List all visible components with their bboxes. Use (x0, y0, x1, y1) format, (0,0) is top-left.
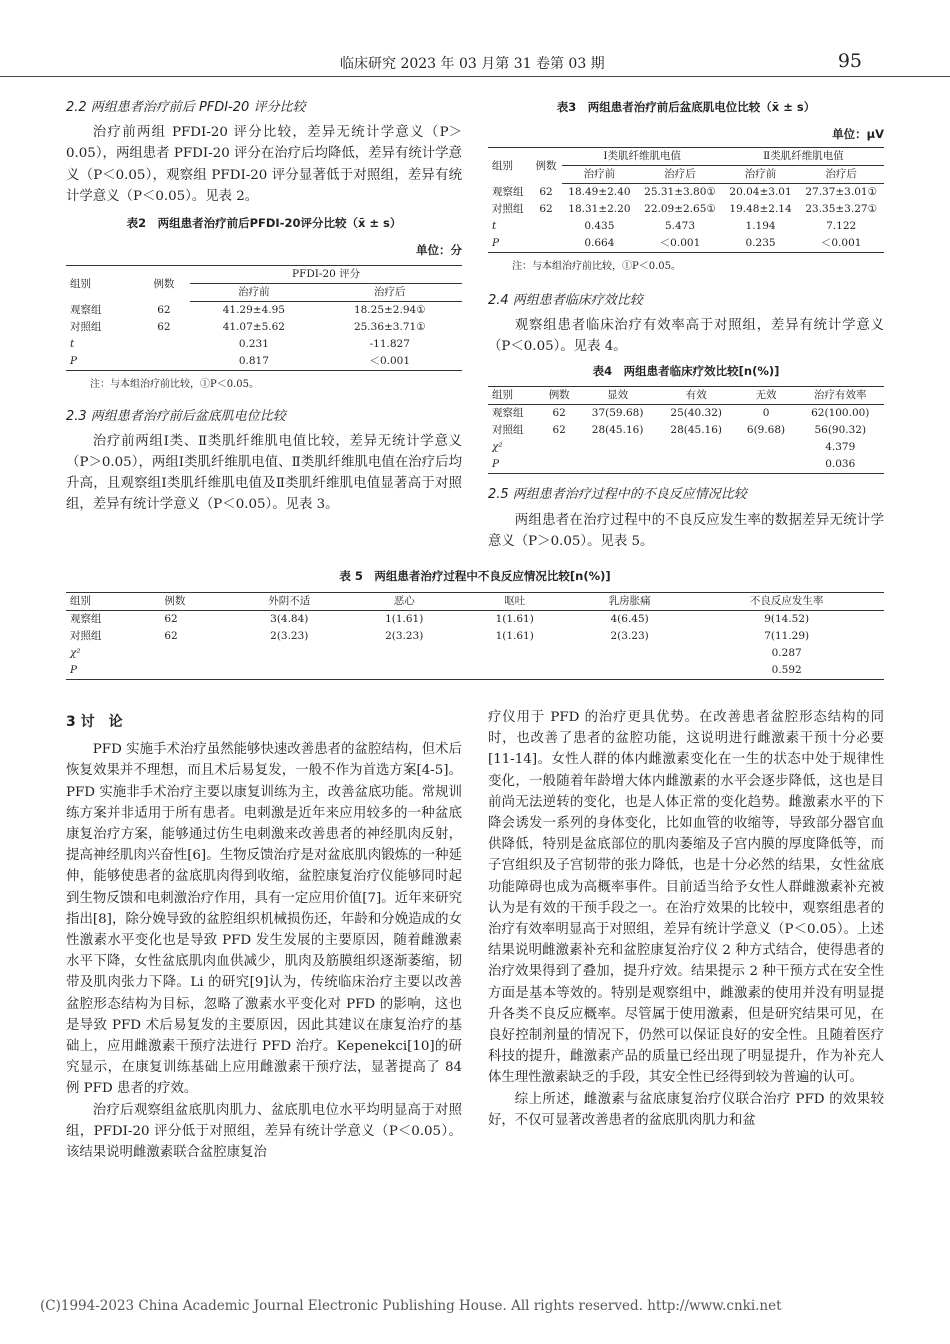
table-cell: 23.35±3.27① (805, 203, 877, 216)
table-cell (736, 439, 797, 456)
table-row (488, 456, 884, 474)
table2-unit: 单位：分 (416, 243, 462, 258)
t2-h-span: PFDI-20 评分 (190, 266, 462, 284)
table-cell: 19.48±2.14 (729, 203, 792, 216)
discussion-para-2: 治疗后观察组盆底肌肉肌力、盆底肌电位水平均明显高于对照组，PFDI-20 评分低于对照组，差异有统计学意义（P＜0.05）。该结果说明雌激素联合盆腔康复治 (66, 1102, 462, 1161)
table-cell: 20.04±3.01 (729, 186, 792, 199)
table-cell: 27.37±3.01① (805, 186, 877, 199)
discussion-para-1: PFD 实施手术治疗虽然能够快速改善患者的盆腔结构，但术后恢复效果并不理想，而且术后易复发，一般不作为首选方案[4-5]。PFD 实施非手术治疗主要以康复训练为主，改善盆底功能。常规训练方案并非适用于所有患者。电刺激是近年来应用较多的一种盆底康复治疗方案，能够通过仿生电刺激来改善患者的神经肌肉反射，提高神经肌肉兴奋性[6]。生物反馈治疗是对盆底肌肉锻炼的一种延伸，能够使患者的盆底肌肉得到收缩，盆腔康复治疗仪能够同时起到生物反馈和电刺激治疗作用，具有一定应用价值[7]。近年来研究指出[8]，除分娩导致的盆腔组织机械损伤还，年龄和分娩造成的女性激素水平变化也是导致 PFD 发生发展的主要原因，随着雌激素水平下降，女性盆底肌肉血供减少，肌肉及筋膜组织逐渐萎缩，韧带及肌肉张力下降。Li 的研究[9]认为，传统临床治疗主要以改善盆腔形态结构为目标，忽略了激素水平变化对 PFD 的影响，这也是导致 PFD 术后易复发的主要原因，因此其建议在康复治疗的基础上，应用雌激素干预疗法进行 PFD 治疗。Kepenekci[10]的研究显示，在康复训练基础上应用雌激素干预疗法，显著提高了 84 例 PFD 患者的疗效。 (66, 742, 462, 1097)
table-cell: Ⅱ类肌纤维肌电值 (723, 148, 884, 166)
table-cell (530, 235, 561, 253)
table-cell: 4.379 (825, 441, 856, 454)
table-cell (657, 456, 736, 474)
table2-caption: 表2 两组患者治疗前后PFDI-20评分比较（x̄ ± s） (126, 216, 402, 231)
table-cell (530, 218, 561, 235)
table-cell: 无效 (736, 387, 797, 405)
table-row (488, 439, 884, 456)
table-cell: 1(1.61) (385, 613, 424, 625)
table-cell (459, 645, 569, 662)
table-cell: 不良反应发生率 (689, 593, 884, 611)
section-2-2-title: 2.2 两组患者治疗前后 PFDI-20 评分比较 (66, 100, 306, 115)
table-row (66, 628, 884, 645)
table-cell: 组别 (66, 593, 160, 611)
table-cell: 41.07±5.62 (222, 321, 285, 334)
table-cell: 对照组 (70, 321, 102, 334)
table-cell: 治疗前 (723, 166, 799, 184)
table-cell: 3(4.84) (270, 613, 309, 625)
table-cell: 6(9.68) (746, 424, 786, 437)
discussion-para-3: 疗仪用于 PFD 的治疗更具优势。在改善患者盆腔形态结构的同时，也改善了患者的盆腔功能，这说明进行雌激素干预十分必要[11-14]。女性人群的体内雌激素变化在一生的状态中处于规律性变化，一般随着年龄增大体内雌激素的水平会逐步降低，这也是目前尚无法逆转的变化，也是人体正常的变化趋势。雌激素水平的下降会诱发一系列的身体变化，比如血管的收缩等，导致部分器官血供降低，特别是盆底部位的肌肉萎缩及子宫内膜的厚度降低等，而子宫组织及子宫韧带的张力降低，也是十分必然的结果，女性盆底功能障碍也成为高概率事件。目前适当给予女性人群雌激素补充被认为是有效的干预手段之一。在治疗效果的比较中，观察组患者的治疗有效率明显高于对照组，差异有统计学意义（P＜0.05）。上述结果说明雌激素补充和盆腔康复治疗仪 2 种方式结合，使得患者的治疗效果得到了叠加，提升疗效。结果提示 2 种干预方式在安全性方面是基本等效的。特别是观察组中，雌激素的使用并没有明显提升各类不良反应概率。尽管属于使用激素，但是研究结果可见，在良好控制剂量的情况下，仍然可以保证良好的安全性。且随着医疗科技的提升，雌激素产品的质量已经出现了明显提升，作为补充人体生理性激素缺乏的手段，其安全性已经得到较为普遍的认可。 (488, 710, 884, 1086)
table-cell: 2(3.23) (270, 630, 309, 642)
table-row (488, 422, 884, 439)
table-row (66, 336, 462, 353)
table-cell: 0.817 (190, 353, 317, 371)
t2-h-group: 组别 (66, 266, 138, 302)
table-cell: 1(1.61) (495, 613, 534, 625)
table-cell: 25.31±3.80① (644, 186, 716, 199)
table-cell: 62 (164, 630, 178, 642)
discussion-left (66, 706, 462, 1163)
table-cell: 22.09±2.65① (644, 203, 716, 216)
table4 (488, 386, 884, 474)
table-cell: 62 (157, 304, 171, 317)
table-cell: 例数 (160, 593, 229, 611)
table3-unit: 单位：μV (832, 127, 884, 142)
table-cell: 0.592 (689, 662, 884, 680)
section-2-3-text: 治疗前两组Ⅰ类、Ⅱ类肌纤维肌电值比较，差异无统计学意义（P＞0.05），两组Ⅰ类肌纤维肌电值、Ⅱ类肌纤维肌电值在治疗后均升高，且观察组Ⅰ类肌纤维肌电值及Ⅱ类肌纤维肌电值显著高于对照组，差异有统计学意义（P＜0.05）。见表 3。 (66, 433, 462, 513)
table-row (66, 645, 884, 662)
table-cell: t (492, 220, 497, 233)
table-cell: χ² (70, 647, 81, 659)
table-cell: 62 (164, 613, 178, 625)
table-cell: 62 (552, 424, 566, 437)
table-row (488, 184, 884, 202)
table-cell: 0.287 (771, 647, 802, 659)
table-cell: 观察组 (492, 407, 524, 420)
table-cell: 18.49±2.40 (568, 186, 631, 199)
table-cell (349, 662, 459, 680)
table-cell: 9(14.52) (764, 613, 810, 625)
table-cell: 0 (762, 407, 770, 420)
journal-title: 临床研究 2023 年 03 月第 31 卷第 03 期 (340, 56, 605, 72)
discussion-para-4: 综上所述，雌激素与盆底康复治疗仪联合治疗 PFD 的效果较好，不仅可显著改善患者的盆底肌肉肌力和盆 (488, 1091, 884, 1128)
table-cell (349, 645, 459, 662)
section-2-4-text: 观察组患者临床治疗有效率高于对照组，差异有统计学意义（P＜0.05）。见表 4。 (488, 317, 884, 355)
table-row (488, 201, 884, 218)
table-cell: 呕吐 (459, 593, 569, 611)
left-column-top (66, 97, 462, 516)
table-cell: 治疗前 (562, 166, 638, 184)
table-cell (578, 456, 657, 474)
table-row (488, 218, 884, 235)
table-cell: 62 (157, 321, 171, 334)
table-cell (230, 645, 349, 662)
table-cell: Ⅰ类肌纤维肌电值 (562, 148, 723, 166)
table4-caption: 表4 两组患者临床疗效比较[n(%)] (592, 364, 780, 379)
table-cell: P (66, 353, 138, 371)
right-column-top (488, 97, 884, 552)
table-row (488, 405, 884, 423)
table-cell: 对照组 (70, 630, 102, 642)
table-cell: 41.29±4.95 (222, 304, 285, 317)
discussion-right (488, 707, 884, 1131)
table-cell (578, 439, 657, 456)
section-2-3-title: 2.3 两组患者治疗前后盆底肌电位比较 (66, 408, 286, 424)
table-cell (160, 662, 229, 680)
table-cell: 乳房胀痛 (570, 593, 689, 611)
table2-note: 注：与本组治疗前比较，①P＜0.05。 (90, 379, 259, 391)
table-cell: P (488, 456, 540, 474)
table-cell: 对照组 (492, 424, 524, 437)
table-cell (540, 439, 578, 456)
table-cell: 有效 (657, 387, 736, 405)
table-cell (160, 645, 229, 662)
table-cell: 7(11.29) (764, 630, 810, 642)
table-cell: 0.435 (584, 220, 615, 233)
table-cell: 25(40.32) (670, 407, 723, 420)
table-cell: 外阴不适 (230, 593, 349, 611)
table-cell: 观察组 (492, 186, 524, 199)
table-cell: 62(100.00) (811, 407, 870, 420)
table-cell (570, 662, 689, 680)
table-cell: 56(90.32) (814, 424, 867, 437)
table-cell: t (70, 338, 75, 351)
table-cell: 0.036 (797, 456, 884, 474)
table5-caption: 表 5 两组患者治疗过程中不良反应情况比较[n(%)] (339, 569, 611, 583)
table-cell: 18.31±2.20 (568, 203, 631, 216)
t2-h-pre: 治疗前 (190, 284, 317, 302)
table-cell: 治疗后 (637, 166, 723, 184)
t2-h-post: 治疗后 (318, 284, 462, 302)
table2 (66, 265, 462, 371)
discussion-title: 3 讨 论 (66, 714, 123, 730)
table-cell (540, 456, 578, 474)
table-cell: 例数 (530, 148, 561, 184)
table-row (66, 319, 462, 336)
table-cell: ＜0.001 (637, 235, 723, 253)
table-cell: 28(45.16) (591, 424, 644, 437)
table-cell: ＜0.001 (798, 235, 884, 253)
table-row (66, 302, 462, 320)
table-cell: P (488, 235, 530, 253)
section-2-5-text: 两组患者在治疗过程中的不良反应发生率的数据差异无统计学意义（P＞0.05）。见表 5。 (488, 512, 884, 549)
table-cell (138, 353, 191, 371)
table-cell: 1.194 (745, 220, 776, 233)
table-row (66, 353, 462, 371)
table-cell: 2(3.23) (610, 630, 649, 642)
table-cell: 0.231 (238, 338, 269, 351)
table-cell (459, 662, 569, 680)
table-cell: 组别 (488, 387, 540, 405)
table-cell (138, 336, 191, 353)
table-row (66, 611, 884, 629)
section-2-2-text: 治疗前两组 PFDI-20 评分比较，差异无统计学意义（P＞0.05），两组患者 PFDI-20 评分在治疗后均降低，差异有统计学意义（P＜0.05），观察组 PFDI-20 评分显著低于对照组，差异有统计学意义（P＜0.05）。见表 2。 (66, 125, 462, 204)
table-cell: 62 (539, 186, 553, 199)
table-cell: 组别 (488, 148, 530, 184)
table-cell: 0.664 (562, 235, 638, 253)
table-cell: χ² (492, 441, 503, 454)
table-cell: 治疗后 (798, 166, 884, 184)
table-cell: 28(45.16) (670, 424, 723, 437)
table-cell (736, 456, 797, 474)
page-header (0, 50, 950, 77)
table-cell: 62 (539, 203, 553, 216)
table-row (66, 662, 884, 680)
table-cell: 62 (552, 407, 566, 420)
table-row (488, 235, 884, 253)
table3 (488, 147, 884, 253)
table-cell (657, 439, 736, 456)
t2-h-n: 例数 (138, 266, 191, 302)
table-cell: 观察组 (70, 304, 102, 317)
table-cell: 治疗有效率 (797, 387, 884, 405)
page-number: 95 (837, 50, 862, 72)
table5-block (66, 568, 884, 680)
table-cell: 例数 (540, 387, 578, 405)
table-cell: 1(1.61) (495, 630, 534, 642)
section-2-5-title: 2.5 两组患者治疗过程中的不良反应情况比较 (488, 487, 747, 503)
copyright-footer: (C)1994-2023 China Academic Journal Electronic Publishing House. All rights reserved. http://www.cnki.net (40, 1298, 782, 1314)
table-cell: P (66, 662, 160, 680)
table-cell: 恶心 (349, 593, 459, 611)
table-cell: ＜0.001 (318, 353, 462, 371)
table-cell: 0.235 (723, 235, 799, 253)
table-cell: 5.473 (664, 220, 695, 233)
table-cell: 18.25±2.94① (353, 304, 426, 317)
table-cell: 显效 (578, 387, 657, 405)
table-cell: 25.36±3.71① (353, 321, 426, 334)
section-2-4-title: 2.4 两组患者临床疗效比较 (488, 292, 643, 308)
table-cell (570, 645, 689, 662)
table3-caption: 表3 两组患者治疗前后盆底肌电位比较（x̄ ± s） (556, 100, 816, 114)
table5 (66, 592, 884, 680)
table-cell: 观察组 (70, 613, 102, 625)
table-cell: -11.827 (369, 338, 410, 351)
table-cell: 7.122 (826, 220, 857, 233)
table-cell: 2(3.23) (385, 630, 424, 642)
table-cell: 37(59.68) (591, 407, 644, 420)
table-cell: 对照组 (492, 203, 524, 216)
table-cell: 4(6.45) (610, 613, 649, 625)
table3-note: 注：与本组治疗前比较，①P＜0.05。 (512, 261, 681, 273)
table-cell (230, 662, 349, 680)
